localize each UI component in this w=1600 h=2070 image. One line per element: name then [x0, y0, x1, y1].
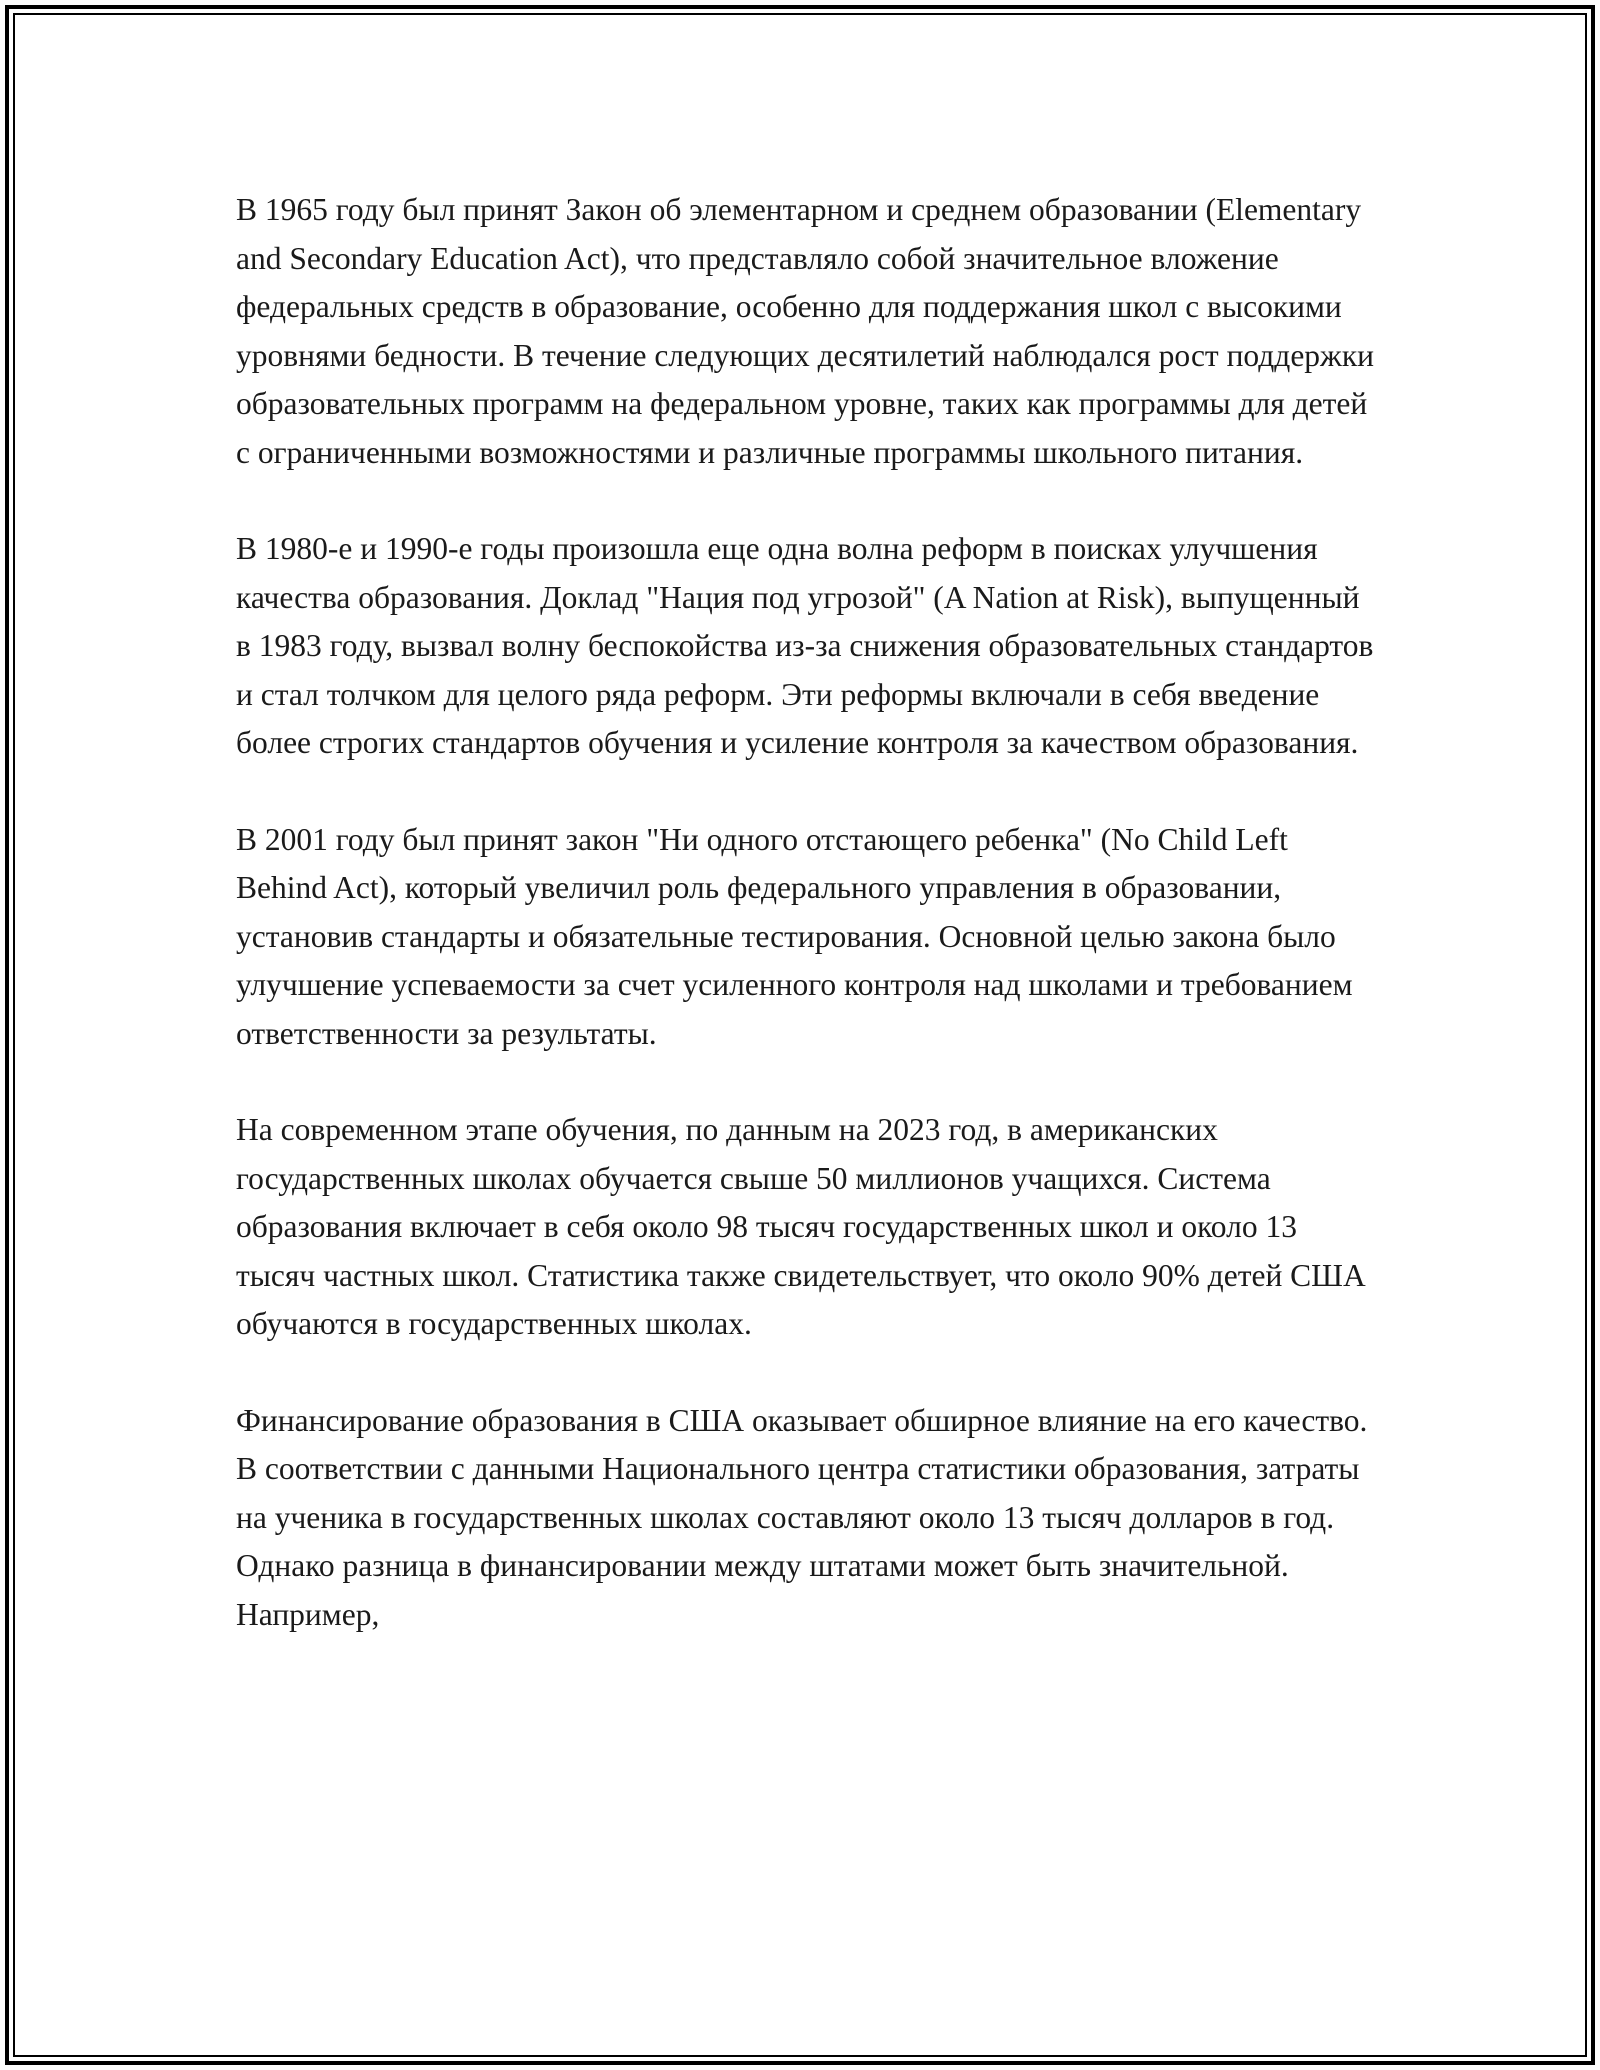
paragraph-esea-1965: В 1965 году был принят Закон об элементарном и среднем образовании (Elementary and Secondary Education Act), что представляло собой значительное вложение федеральных средств в образование, особенно для поддержания школ с высокими уровнями бедности. В течение следующих десятилетий наблюдался рост поддержки образовательных программ на федеральном уровне, таких как программы для детей с ограниченными возможностями и различные программы школьного питания. — [236, 192, 1374, 470]
document-body — [236, 186, 1376, 1639]
paragraph-reforms-1980s-1990s: В 1980-е и 1990-е годы произошла еще одна волна реформ в поисках улучшения качества образования. Доклад "Нация под угрозой" (A Nation at Risk), выпущенный в 1983 году, вызвал волну беспокойства из-за снижения образовательных стандартов и стал толчком для целого ряда реформ. Эти реформы включали в себя введение более строгих стандартов обучения и усиление контроля за качеством образования. — [236, 531, 1374, 760]
paragraph-current-stats-2023: На современном этапе обучения, по данным на 2023 год, в американских государственных школах обучается свыше 50 миллионов учащихся. Система образования включает в себя около 98 тысяч государственных школ и около 13 тысяч частных школ. Статистика также свидетельствует, что около 90% детей США обучаются в государственных школах. — [236, 1112, 1366, 1341]
paragraph-funding: Финансирование образования в США оказывает обширное влияние на его качество. В соответствии с данными Национального центра статистики образования, затраты на ученика в государственных школах составляют около 13 тысяч долларов в год. Однако разница в финансировании между штатами может быть значительной. Например, — [236, 1402, 1368, 1632]
paragraph-nclb-2001: В 2001 году был принят закон "Ни одного отстающего ребенка" (No Child Left Behind Act), который увеличил роль федерального управления в образовании, установив стандарты и обязательные тестирования. Основной целью закона было улучшение успеваемости за счет усиленного контроля над школами и требованием ответственности за результаты. — [236, 821, 1353, 1051]
